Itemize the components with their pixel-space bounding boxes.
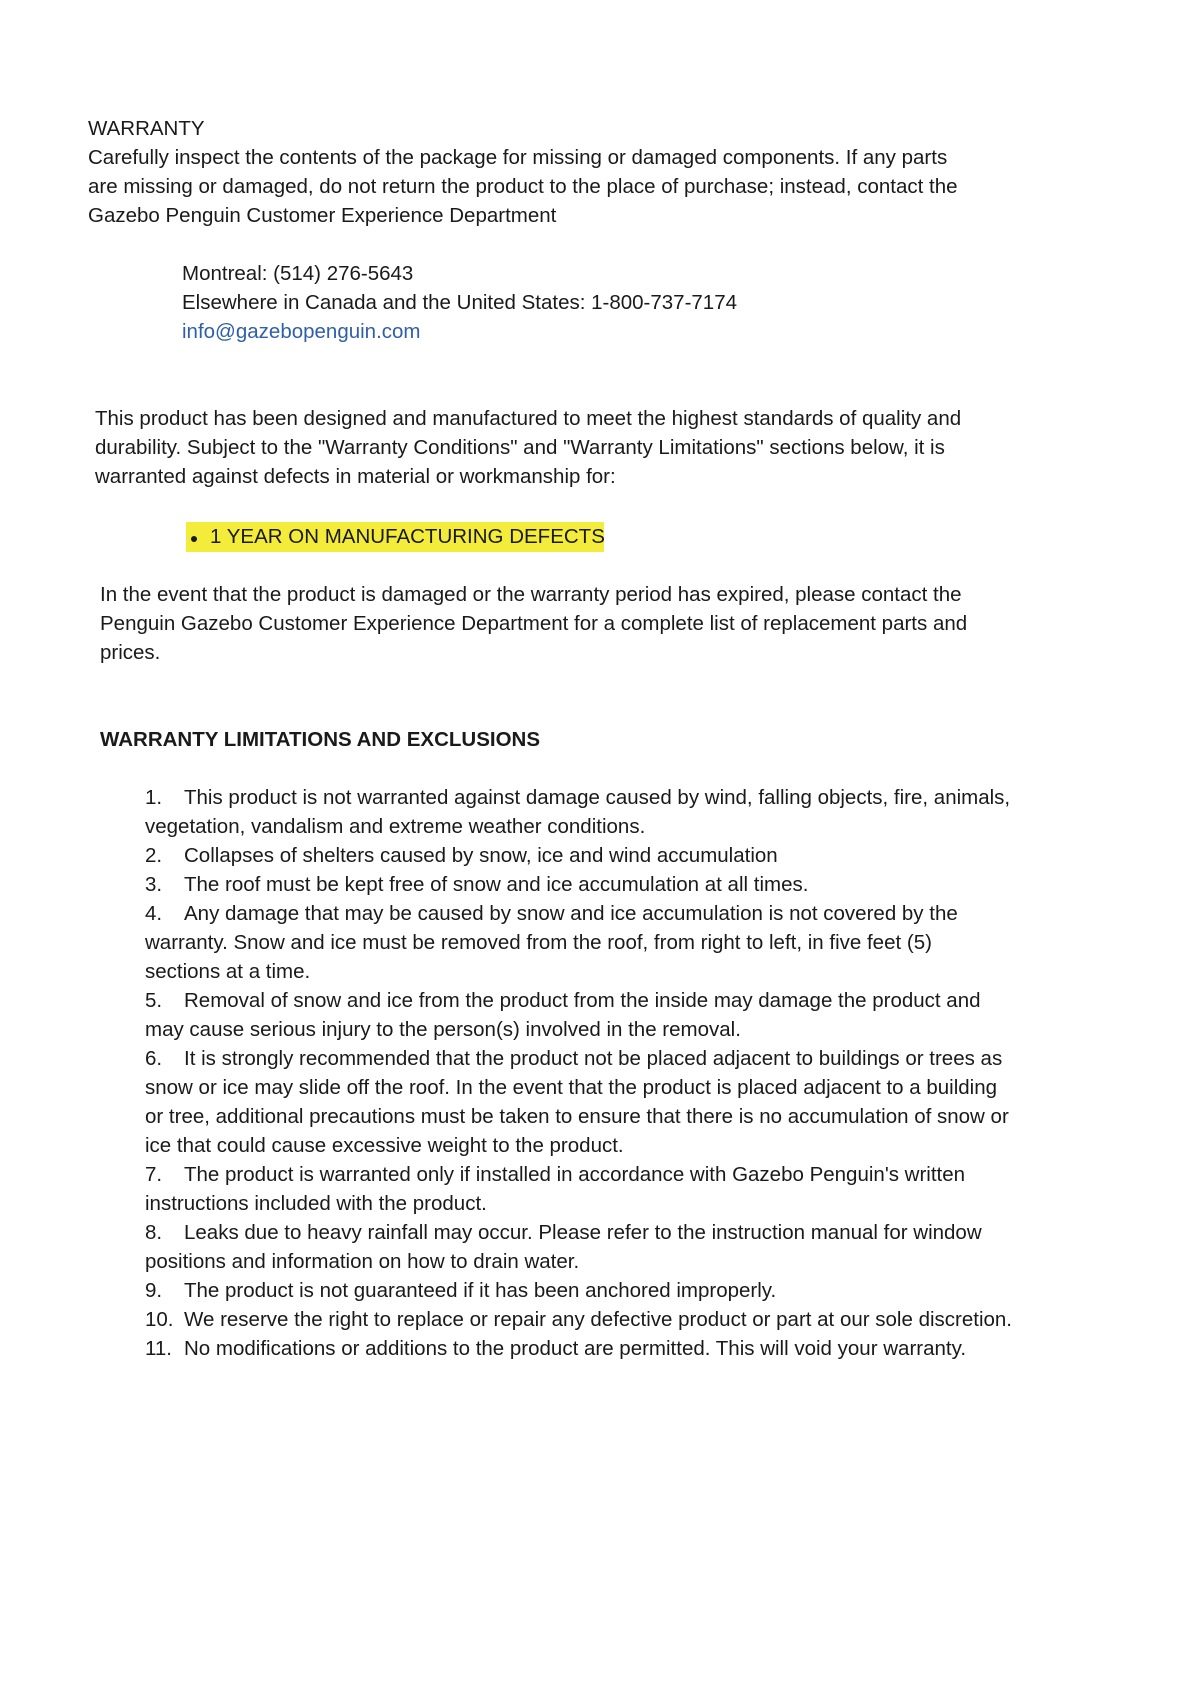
list-item-number: 7. [145,1163,163,1186]
replacement-line: prices. [100,641,161,664]
statement-line: warranted against defects in material or workmanship for: [95,465,616,488]
list-item-text: ice that could cause excessive weight to the product. [145,1134,624,1157]
warranty-intro-line: Gazebo Penguin Customer Experience Department [88,204,557,227]
list-item-number: 5. [145,989,163,1012]
contact-montreal: Montreal: (514) 276-5643 [182,262,414,285]
list-item-text: The roof must be kept free of snow and ice accumulation at all times. [184,873,809,896]
statement-line: durability. Subject to the "Warranty Conditions" and "Warranty Limitations" sections below, it is [95,436,945,459]
warranty-heading: WARRANTY [88,117,205,140]
list-item-text: positions and information on how to drain water. [145,1250,580,1273]
contact-elsewhere: Elsewhere in Canada and the United States: 1-800-737-7174 [182,291,738,314]
list-item-text: vegetation, vandalism and extreme weather conditions. [145,815,646,838]
list-item-text: instructions included with the product. [145,1192,487,1215]
list-item-text: sections at a time. [145,960,311,983]
list-item-number: 11. [145,1337,172,1360]
replacement-line: In the event that the product is damaged or the warranty period has expired, please contact the [100,583,962,606]
replacement-line: Penguin Gazebo Customer Experience Department for a complete list of replacement parts and [100,612,968,635]
list-item-text: Any damage that may be caused by snow and ice accumulation is not covered by the [184,902,958,925]
list-item-text: It is strongly recommended that the product not be placed adjacent to buildings or trees as [184,1047,1003,1070]
list-item-text: or tree, additional precautions must be taken to ensure that there is no accumulation of snow or [145,1105,1009,1128]
warranty-intro-line: are missing or damaged, do not return the product to the place of purchase; instead, contact the [88,175,958,198]
list-item-number: 2. [145,844,163,867]
list-item-text: snow or ice may slide off the roof. In the event that the product is placed adjacent to a building [145,1076,998,1099]
list-item-number: 9. [145,1279,163,1302]
contact-email-link[interactable]: info@gazebopenguin.com [182,320,421,343]
list-item-number: 1. [145,786,163,809]
coverage-item: 1 YEAR ON MANUFACTURING DEFECTS [210,525,605,548]
list-item-number: 4. [145,902,163,925]
limitations-heading: WARRANTY LIMITATIONS AND EXCLUSIONS [100,728,540,751]
list-item-number: 10. [145,1308,174,1331]
bullet-icon [191,536,197,542]
list-item-text: The product is warranted only if installed in accordance with Gazebo Penguin's written [184,1163,966,1186]
statement-line: This product has been designed and manufactured to meet the highest standards of quality and [95,407,962,430]
list-item-text: This product is not warranted against damage caused by wind, falling objects, fire, animals, [184,786,1011,809]
list-item-text: We reserve the right to replace or repair any defective product or part at our sole discretion. [184,1308,1013,1331]
list-item-text: No modifications or additions to the product are permitted. This will void your warranty. [184,1337,967,1360]
list-item-text: Leaks due to heavy rainfall may occur. Please refer to the instruction manual for window [184,1221,982,1244]
list-item-text: may cause serious injury to the person(s) involved in the removal. [145,1018,741,1041]
list-item-number: 6. [145,1047,163,1070]
list-item-text: warranty. Snow and ice must be removed from the roof, from right to left, in five feet (5) [145,931,932,954]
list-item-number: 8. [145,1221,163,1244]
list-item-number: 3. [145,873,163,896]
list-item-text: Removal of snow and ice from the product from the inside may damage the product and [184,989,981,1012]
list-item-text: The product is not guaranteed if it has been anchored improperly. [184,1279,777,1302]
warranty-intro-line: Carefully inspect the contents of the package for missing or damaged components. If any parts [88,146,948,169]
list-item-text: Collapses of shelters caused by snow, ice and wind accumulation [184,844,778,867]
